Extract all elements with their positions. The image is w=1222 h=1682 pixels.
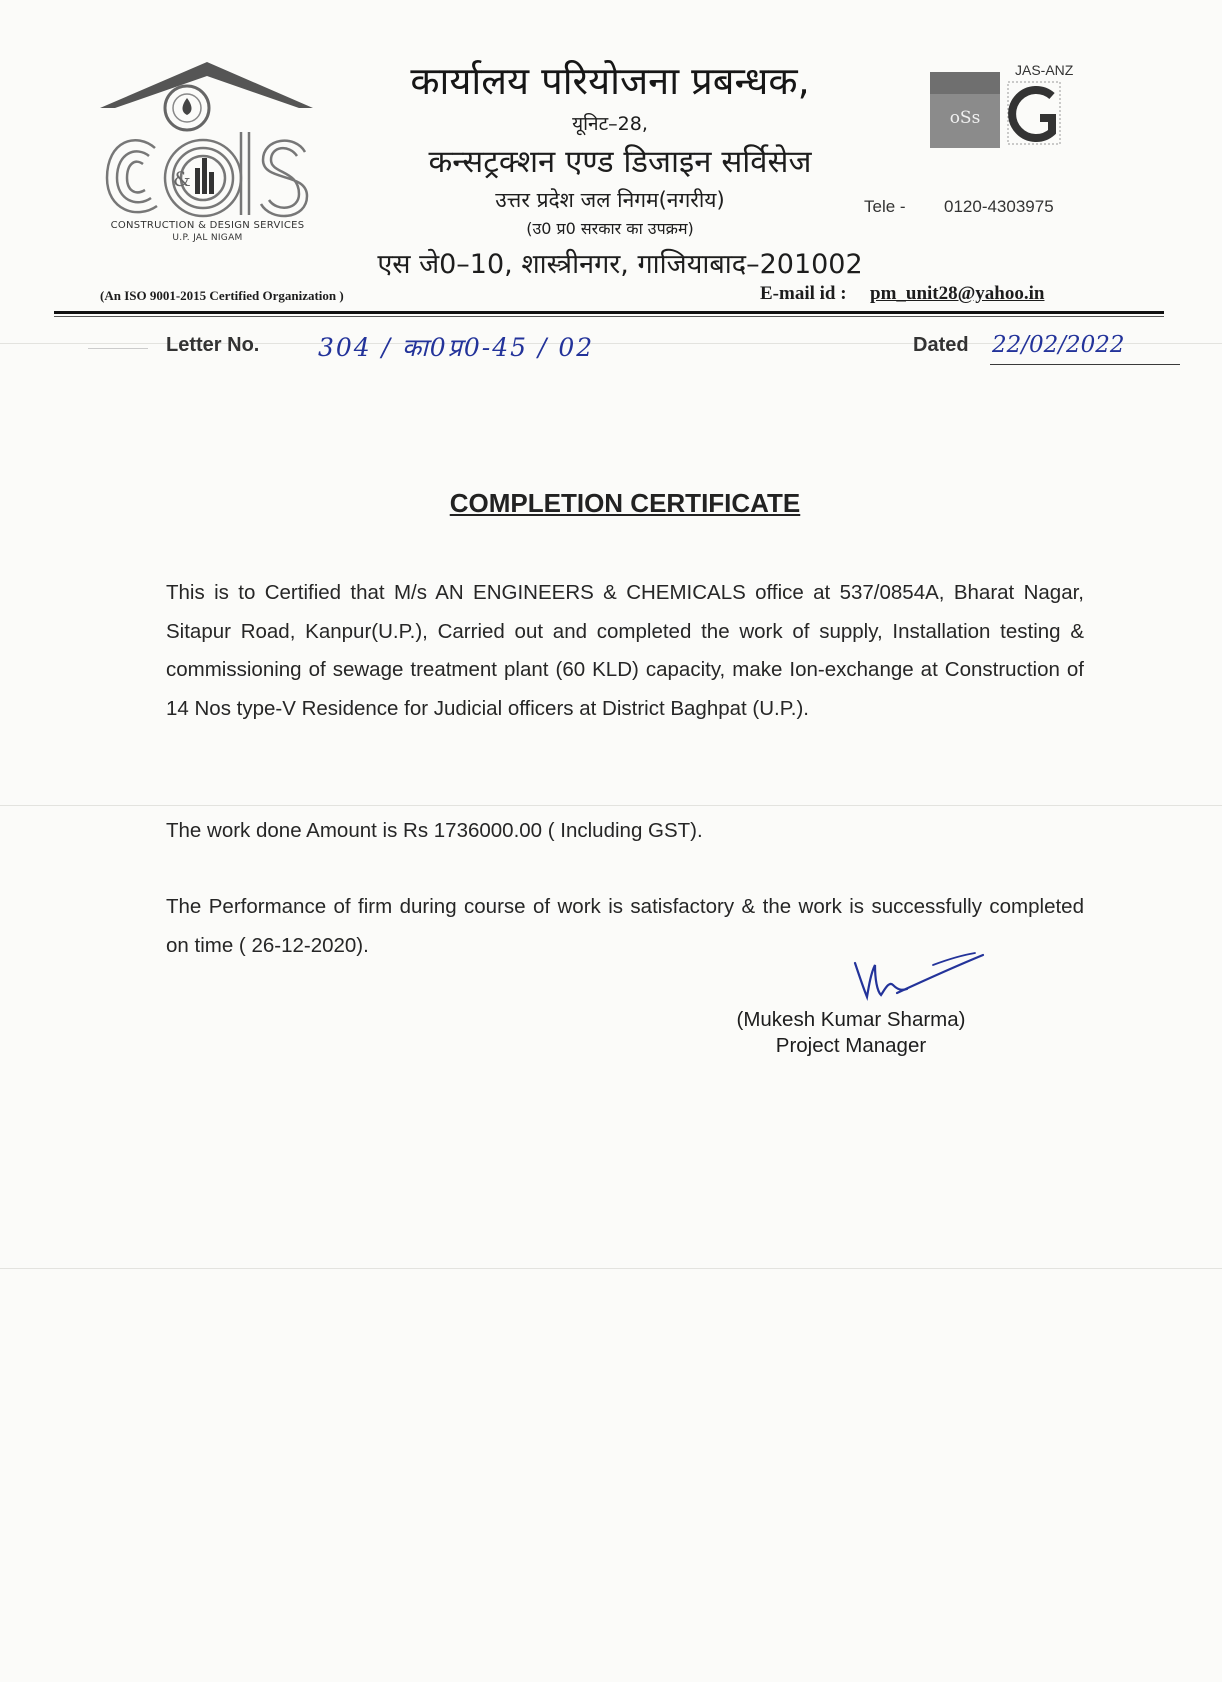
certificate-paragraph-3: The Performance of firm during course of work is satisfactory & the work is successfully completed on time ( 26-12-2020). <box>166 895 1084 957</box>
jas-anz-label: JAS-ANZ <box>1015 62 1074 78</box>
dated-underline <box>990 364 1180 365</box>
tele-label: Tele - <box>864 197 906 216</box>
reference-rule <box>88 348 148 349</box>
office-title: कार्यालय परियोजना प्रबन्धक, <box>410 59 810 103</box>
office-address: एस जे0–10, शास्त्रीनगर, गाजियाबाद–201002 <box>377 249 863 280</box>
dated-value-handwritten: 22/02/2022 <box>992 332 1125 358</box>
signatory-designation: Project Manager <box>775 1034 927 1057</box>
certificate-paragraph-2: The work done Amount is Rs 1736000.00 ( Including GST). <box>166 819 703 842</box>
dated-label: Dated <box>913 334 969 356</box>
unit-number: यूनिट–28, <box>572 113 648 135</box>
handwritten-signature <box>845 945 995 1010</box>
letter-number-handwritten: 304 / का0प्र0-45 / 02 <box>318 333 595 362</box>
cds-logo <box>95 60 320 245</box>
sub-department: (उ0 प्र0 सरकार का उपक्रम) <box>526 219 694 238</box>
paper-fold-line <box>0 805 1222 806</box>
paper-fold-line <box>0 1268 1222 1269</box>
certificate-title: COMPLETION CERTIFICATE <box>449 488 801 518</box>
svg-text:&: & <box>173 167 191 191</box>
logo-subcaption: U.P. JAL NIGAM <box>172 233 243 243</box>
organization-name: कन्सट्रक्शन एण्ड डिजाइन सर्विसेज <box>428 144 812 180</box>
certificate-paragraph-1: This is to Certified that M/s AN ENGINEERS & CHEMICALS office at 537/0854A, Bharat Nagar, Sitapur Road, Kanpur(U.P.), Carried out and completed the work of supply, Installation testing & commissioning of sewage treatment plant (60 KLD) capacity, make Ion-exchange at Construction of 14 Nos type-V Residence for Judicial officers at District Baghpat (U.P.). <box>166 581 1084 720</box>
department-name: उत्तर प्रदेश जल निगम(नगरीय) <box>495 188 725 212</box>
header-divider-thin <box>54 316 1164 317</box>
logo-caption: CONSTRUCTION & DESIGN SERVICES <box>110 220 305 231</box>
tele-number: 0120-4303975 <box>944 197 1054 216</box>
signatory-name: (Mukesh Kumar Sharma) <box>736 1008 966 1031</box>
email-link[interactable]: pm_unit28@yahoo.in <box>870 283 1045 304</box>
badge-mark: oSs <box>949 108 981 128</box>
header-divider <box>54 311 1164 314</box>
email-label: E-mail id : <box>760 283 847 304</box>
iso-note: (An ISO 9001-2015 Certified Organization ) <box>100 288 344 303</box>
letter-no-label: Letter No. <box>166 334 260 356</box>
